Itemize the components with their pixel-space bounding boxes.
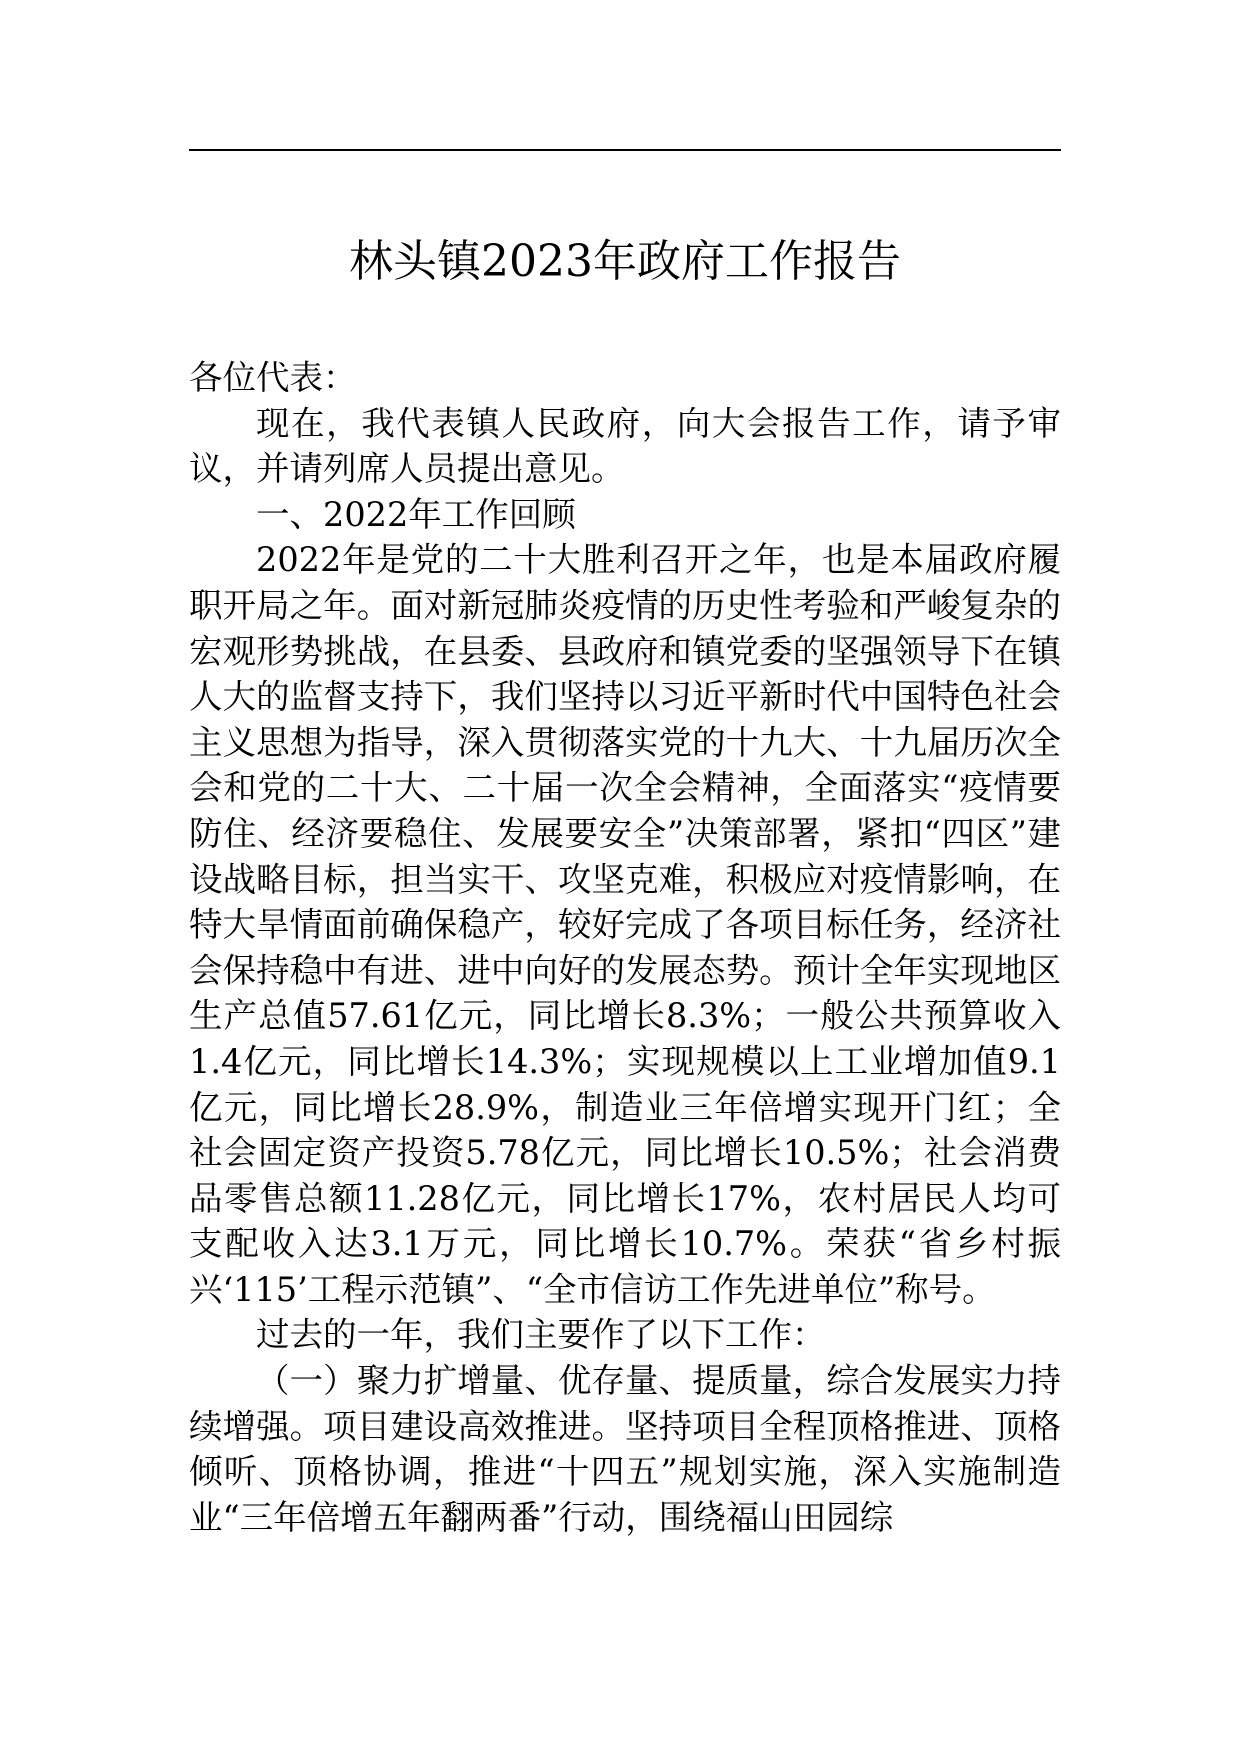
document-title: 林头镇2023年政府工作报告	[349, 236, 901, 287]
document-body	[189, 355, 1061, 1540]
header-rule	[189, 149, 1061, 151]
section-heading: 一、2022年工作回顾	[256, 494, 576, 534]
salutation: 各位代表：	[189, 358, 357, 397]
paragraph-review: 2022年是党的二十大胜利召开之年，也是本届政府履职开局之年。面对新冠肺炎疫情的历史性考验和严峻复杂的宏观形势挑战，在县委、县政府和镇党委的坚强领导下在镇人大的监督支持下，我们坚持以习近平新时代中国特色社会主义思想为指导，深入贯彻落实党的十九大、十九届历次全会和党的二十大、二十届一次全会精神，全面落实“疫情要防住、经济要稳住、发展要安全”决策部署，紧扣“四区”建设战略目标，担当实干、攻坚克难，积极应对疫情影响，在特大旱情面前确保稳产，较好完成了各项目标任务，经济社会保持稳中有进、进中向好的发展态势。预计全年实现地区生产总值57.61亿元，同比增长8.3%；一般公共预算收入1.4亿元，同比增长14.3%；实现规模以上工业增加值9.1亿元，同比增长28.9%，制造业三年倍增实现开门红；全社会固定资产投资5.78亿元，同比增长10.5%；社会消费品零售总额11.28亿元，同比增长17%，农村居民人均可支配收入达3.1万元，同比增长10.7%。荣获“省乡村振兴‘115’工程示范镇”、“全市信访工作先进单位”称号。	[189, 540, 1061, 1309]
paragraph-summary-lead: 过去的一年，我们主要作了以下工作：	[256, 1315, 826, 1355]
paragraph-intro: 现在，我代表镇人民政府，向大会报告工作，请予审议，并请列席人员提出意见。	[189, 403, 1061, 489]
paragraph-subsection-1: （一）聚力扩增量、优存量、提质量，综合发展实力持续增强。项目建设高效推进。坚持项目全程顶格推进、顶格倾听、顶格协调，推进“十四五”规划实施，深入实施制造业“三年倍增五年翻两番”行动，围绕福山田园综	[189, 1361, 1061, 1537]
